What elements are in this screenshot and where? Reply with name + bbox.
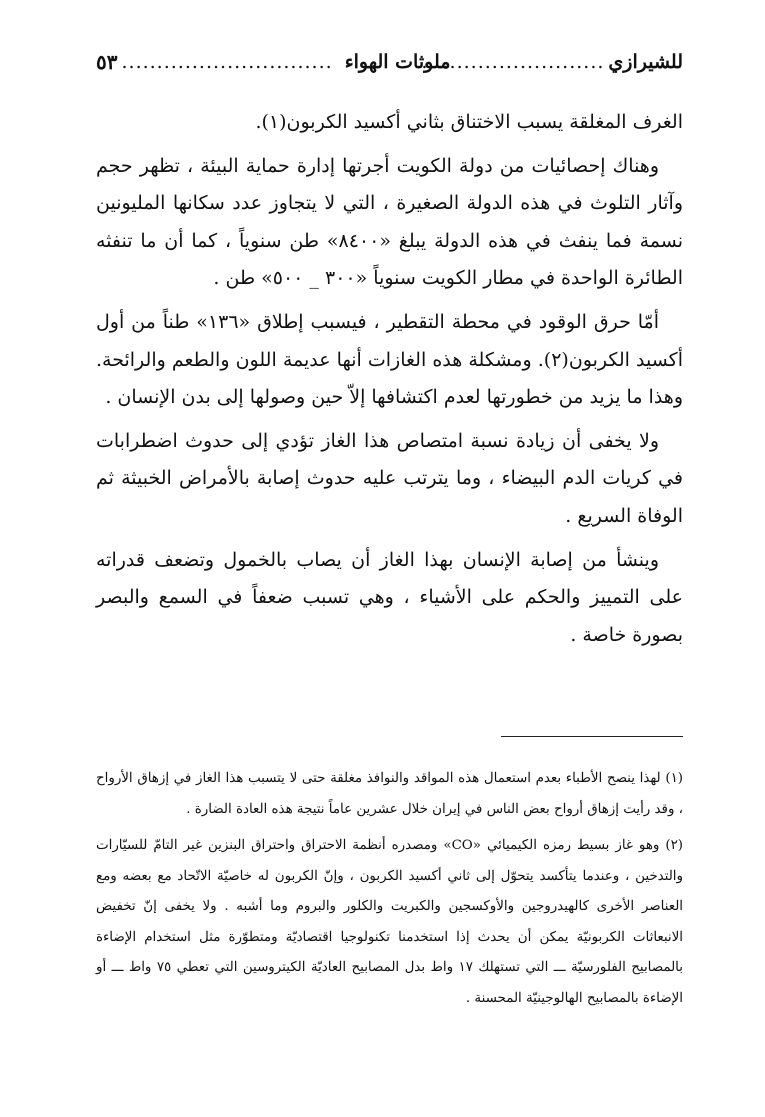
- header-author: للشيرازي: [608, 51, 683, 73]
- paragraph: وهناك إحصائيات من دولة الكويت أجرتها إدارة حماية البيئة ، تظهر حجم وآثار التلوث في هذه الدولة الصغيرة ، التي لا يتجاوز عدد سكانها المليونين نسمة فما ينفث في هذه الدولة يبلغ «٨٤٠٠» طن سنوياً ، كما أن ما تنفثه الطائرة الواحدة في مطار الكويت سنوياً «٣٠٠ _ ٥٠٠» طن .: [96, 154, 683, 290]
- paragraph: وينشأ من إصابة الإنسان بهذا الغاز أن يصاب بالخمول وتضعف قدراته على التمييز والحكم على الأشياء ، وهي تسبب ضعفاً في السمع والبصر بصورة خاصة .: [96, 548, 683, 646]
- footnotes: [96, 764, 683, 1020]
- running-header: [96, 44, 683, 80]
- footnote-separator: [501, 736, 683, 737]
- paragraph: ولا يخفى أن زيادة نسبة امتصاص هذا الغاز تؤدي إلى حدوث اضطرابات في كريات الدم البيضاء ، وما يترتب عليه حدوث إصابة بالأمراض الخبيثة ثم الوفاة السريع .: [96, 429, 683, 527]
- paragraph: أمّا حرق الوقود في محطة التقطير ، فيسبب إطلاق «١٣٦» طناً من أول أكسيد الكربون(٢). ومشكلة هذه الغازات أنها عديمة اللون والطعم والرائحة. وهذا ما يزيد من خطورتها لعدم اكتشافها إلاّ حين وصولها إلى بدن الإنسان .: [96, 310, 683, 409]
- footnote: (١) لهذا ينصح الأطباء بعدم استعمال هذه المواقد والنوافذ مغلقة حتى لا يتسبب هذا الغاز في إزهاق الأرواح ، وقد رأيت إزهاق أرواح بعض الناس في إيران خلال عشرين عاماً نتيجة هذه العادة الضارة .: [96, 771, 683, 817]
- header-leader-dots-2: ..............................: [121, 51, 333, 73]
- paragraph: الغرف المغلقة يسبب الاختناق بثاني أكسيد الكربون(١).: [255, 111, 683, 133]
- header-chapter-title: ملوثات الهواء: [344, 51, 451, 73]
- page-number: ٥٣: [96, 50, 118, 74]
- header-leader-dots: ..........................: [421, 51, 605, 73]
- main-text: [96, 104, 683, 660]
- footnote: (٢) وهو غاز بسيط رمزه الكيميائي «CO» ومصدره أنظمة الاحتراق واحتراق البنزين غير التامّ للسيّارات والتدخين ، وعندما يتأكسد يتحوّل إلى ثاني أكسيد الكربون ، وإنّ الكربون له خاصيّة الاتّحاد مع بعضه ومع العناصر الأخرى كالهيدروجين والأوكسجين والكبريت والكلور والبروم وما أشبه . ولا يخفى إنّ تخفيض الانبعاثات الكربونيّة يمكن أن يحدث إذا استخدمنا تكنولوجيا اقتصاديّة ومتطوّرة مثل استخدام الإضاءة بالمصابيح الفلورسيّة ـــ التي تستهلك ١٧ واط بدل المصابيح العاديّة الكيتروسين التي تعطي ٧٥ واط ـــ أو الإضاءة بالمصابيح الهالوجينيّة المحسنة .: [96, 838, 683, 1006]
